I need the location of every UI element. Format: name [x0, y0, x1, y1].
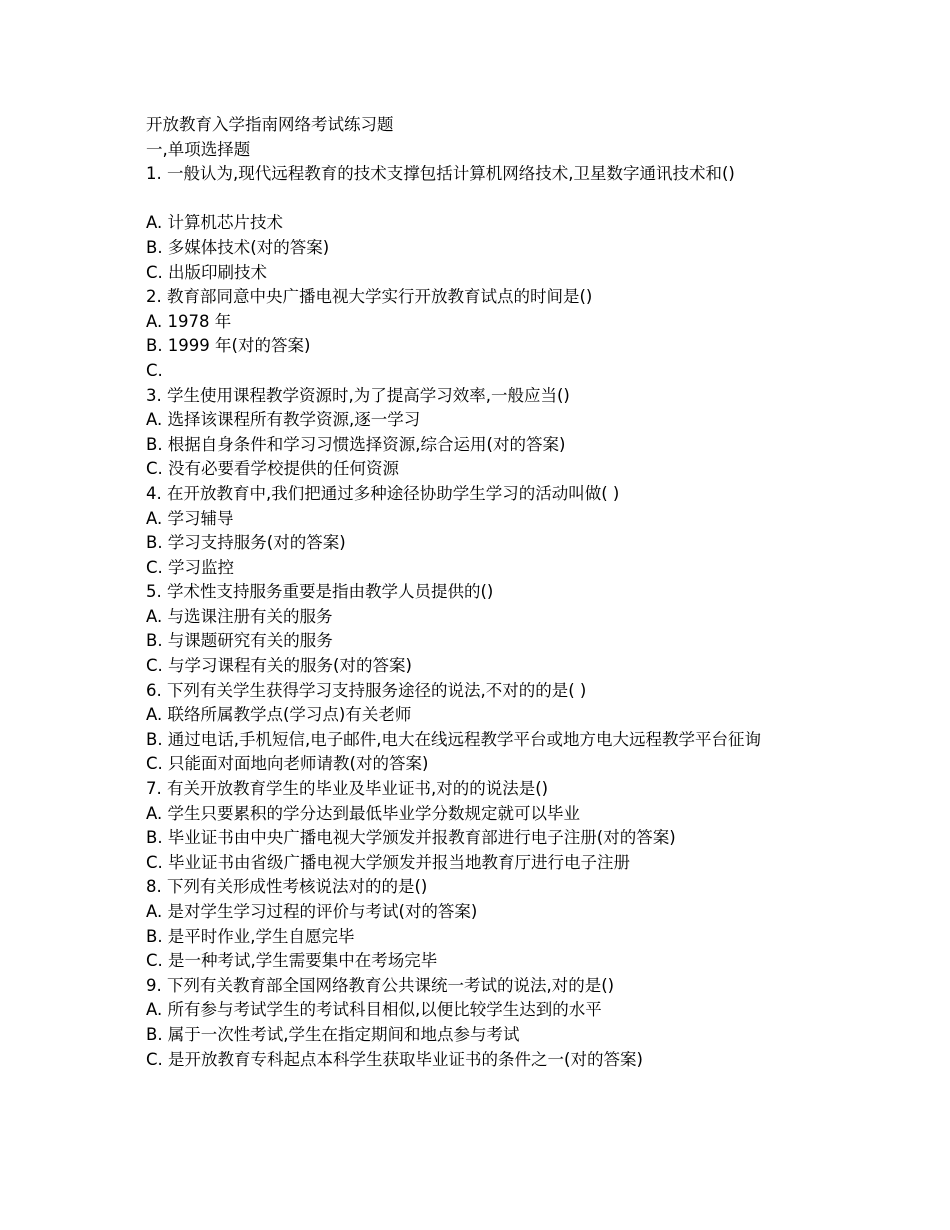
- option-7-c: C. 毕业证书由省级广播电视大学颁发并报当地教育厅进行电子注册: [146, 852, 631, 872]
- question-1: 1. 一般认为,现代远程教育的技术支撑包括计算机网络技术,卫星数字通讯技术和(): [146, 164, 735, 184]
- document-title: 开放教育入学指南网络考试练习题: [146, 115, 394, 134]
- option-2-c: C.: [146, 360, 163, 380]
- blank-line: [146, 187, 826, 212]
- option-5-a: A. 与选课注册有关的服务: [146, 606, 333, 626]
- option-7-b: B. 毕业证书由中央广播电视大学颁发并报教育部进行电子注册(对的答案): [146, 828, 676, 848]
- question-2: 2. 教育部同意中央广播电视大学实行开放教育试点的时间是(): [146, 287, 593, 307]
- option-8-c: C. 是一种考试,学生需要集中在考场完毕: [146, 951, 438, 971]
- question-8: 8. 下列有关形成性考核说法对的的是(): [146, 877, 428, 897]
- option-1-b: B. 多媒体技术(对的答案): [146, 237, 330, 257]
- option-3-b: B. 根据自身条件和学习习惯选择资源,综合运用(对的答案): [146, 434, 566, 454]
- question-6: 6. 下列有关学生获得学习支持服务途径的说法,不对的的是( ): [146, 680, 587, 700]
- option-1-c: C. 出版印刷技术: [146, 262, 268, 282]
- option-8-a: A. 是对学生学习过程的评价与考试(对的答案): [146, 902, 478, 921]
- option-9-a: A. 所有参与考试学生的考试科目相似,以便比较学生达到的水平: [146, 1000, 602, 1020]
- option-8-b: B. 是平时作业,学生自愿完毕: [146, 926, 355, 946]
- question-3: 3. 学生使用课程教学资源时,为了提高学习效率,一般应当(): [146, 385, 570, 405]
- option-5-b: B. 与课题研究有关的服务: [146, 631, 333, 651]
- question-9: 9. 下列有关教育部全国网络教育公共课统一考试的说法,对的是(): [146, 975, 615, 995]
- option-5-c: C. 与学习课程有关的服务(对的答案): [146, 656, 412, 676]
- option-7-a: A. 学生只要累积的学分达到最低毕业学分数规定就可以毕业: [146, 803, 580, 823]
- option-9-b: B. 属于一次性考试,学生在指定期间和地点参与考试: [146, 1024, 520, 1044]
- option-2-a: A. 1978 年: [146, 311, 232, 331]
- option-1-a: A. 计算机芯片技术: [146, 213, 283, 233]
- option-3-c: C. 没有必要看学校提供的任何资源: [146, 459, 400, 479]
- section-heading: 一,单项选择题: [146, 139, 251, 159]
- option-6-a: A. 联络所属教学点(学习点)有关老师: [146, 705, 412, 725]
- option-3-a: A. 选择该课程所有教学资源,逐一学习: [146, 410, 421, 430]
- question-4: 4. 在开放教育中,我们把通过多种途径协助学生学习的活动叫做( ): [146, 483, 620, 503]
- question-7: 7. 有关开放教育学生的毕业及毕业证书,对的的说法是(): [146, 779, 549, 799]
- option-4-c: C. 学习监控: [146, 557, 235, 577]
- option-9-c: C. 是开放教育专科起点本科学生获取毕业证书的条件之一(对的答案): [146, 1049, 643, 1069]
- option-4-a: A. 学习辅导: [146, 508, 234, 528]
- option-2-b: B. 1999 年(对的答案): [146, 336, 311, 356]
- option-6-c: C. 只能面对面地向老师请教(对的答案): [146, 754, 429, 774]
- option-4-b: B. 学习支持服务(对的答案): [146, 533, 346, 553]
- option-6-b: B. 通过电话,手机短信,电子邮件,电大在线远程教学平台或地方电大远程教学平台征询: [146, 729, 762, 749]
- document-body: [146, 113, 826, 1072]
- question-5: 5. 学术性支持服务重要是指由教学人员提供的(): [146, 582, 494, 602]
